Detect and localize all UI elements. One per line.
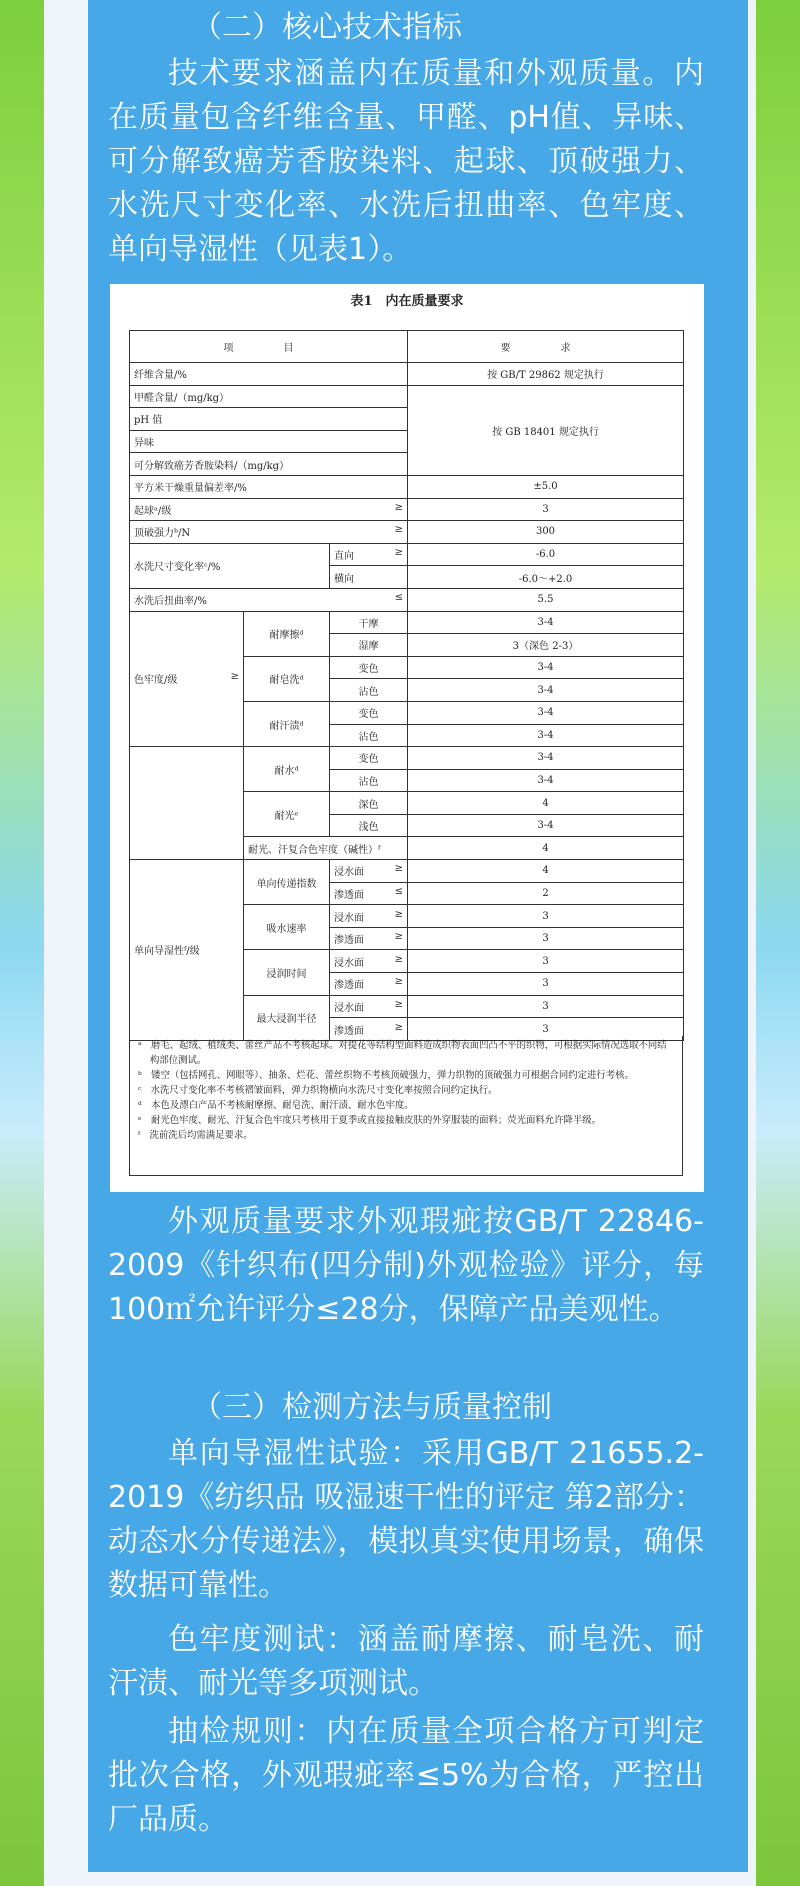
appearance-quality-paragraph: 外观质量要求外观瑕疵按GB/T 22846-2009《针织布(四分制)外观检验》评分，每100㎡允许评分≤28分，保障产品美观性。: [108, 1204, 704, 1327]
section3-heading: （三）检测方法与质量控制: [192, 1390, 552, 1425]
cell-requirement: 5.5: [408, 588, 684, 611]
row-label: 单向导湿性ᶠ/级: [130, 860, 244, 1041]
footnote: ᵈ 本色及漂白产品不考核耐摩擦、耐皂洗、耐汗渍、耐水色牢度。: [138, 1100, 414, 1111]
row-label: [130, 747, 244, 860]
sub-label: 变色: [330, 747, 408, 770]
sub-label: 耐光ᵉ: [244, 792, 330, 837]
sub-label: 渗透面 ≤: [330, 882, 408, 905]
row-label: 甲醛含量/（mg/kg）: [130, 385, 408, 408]
table-row: [130, 747, 684, 770]
row-label: 纤维含量/%: [130, 363, 408, 386]
sub-label: 沾色: [330, 769, 408, 792]
cell-requirement: 3-4: [408, 701, 684, 724]
cell-requirement: 3-4: [408, 656, 684, 679]
table-header-row: [130, 331, 684, 363]
footnote: ᵉ 耐光色牢度、耐光、汗复合色牢度只考核用于夏季或直接接触皮肤的外穿服装的面料；荧光面料允许降半级。: [138, 1115, 602, 1126]
sub-label: 耐水ᵈ: [244, 747, 330, 792]
sub-label: 浸水面 ≥: [330, 950, 408, 973]
sub-label: 渗透面 ≥: [330, 927, 408, 950]
sub-label: 单向传递指数: [244, 860, 330, 905]
sub-label: 渗透面 ≥: [330, 1018, 408, 1041]
sub-label: 耐皂洗ᵈ: [244, 656, 330, 701]
sub-label: 浸水面 ≥: [330, 995, 408, 1018]
col-header-requirement: 要 求: [408, 331, 684, 363]
table-row: [130, 543, 684, 566]
cell-requirement: 2: [408, 882, 684, 905]
sub-label: 耐汗渍ᵈ: [244, 701, 330, 746]
cell-requirement: 4: [408, 837, 684, 860]
col-header-item: 项 目: [130, 331, 408, 363]
cell-requirement: 3-4: [408, 814, 684, 837]
footnote: ᶠ 洗前洗后均需满足要求。: [138, 1130, 253, 1141]
sub-label: 横向: [330, 566, 408, 589]
row-label: 可分解致癌芳香胺染料/（mg/kg）: [130, 453, 408, 476]
sub-label: 浅色: [330, 814, 408, 837]
sub-label: 耐光、汗复合色牢度（碱性）ᶠ: [244, 837, 408, 860]
cell-requirement: 300: [408, 521, 684, 544]
cell-requirement: 3: [408, 927, 684, 950]
cell-requirement: 3: [408, 950, 684, 973]
sub-label: 深色: [330, 792, 408, 815]
cell-requirement: -6.0～+2.0: [408, 566, 684, 589]
sub-label: 变色: [330, 656, 408, 679]
table-row: [130, 588, 684, 611]
sub-label: 耐摩擦ᵈ: [244, 611, 330, 656]
moisture-test-paragraph: 单向导湿性试验：采用GB/T 21655.2-2019《纺织品 吸湿速干性的评定 第2部分：动态水分传递法》，模拟真实使用场景，确保数据可靠性。: [108, 1436, 704, 1603]
sub-label: 吸水速率: [244, 905, 330, 950]
cell-requirement: 按 GB/T 29862 规定执行: [408, 363, 684, 386]
row-label: 平方米干燥重量偏差率/%: [130, 475, 408, 498]
footnote: ᶜ 水洗尺寸变化率不考核褶皱面料，弹力织物横向水洗尺寸变化率按照合同约定执行。: [138, 1085, 498, 1096]
table-row: [130, 611, 684, 634]
footnote: ᵃ 磨毛、起绒、植绒类、蕾丝产品不考核起球。对提花等结构型面料造成织物表面凹凸不平的织物，可根据实际情况选取不同结构部位测试。: [138, 1040, 667, 1066]
sub-label: 直向 ≥: [330, 543, 408, 566]
cell-requirement: 3-4: [408, 679, 684, 702]
cell-requirement: 4: [408, 792, 684, 815]
sub-label: 浸水面 ≥: [330, 860, 408, 883]
table-row: [130, 521, 684, 544]
cell-requirement: 3（深色 2-3）: [408, 634, 684, 657]
table-row: [130, 385, 684, 408]
section2-heading: （二）核心技术指标: [192, 10, 462, 45]
cell-requirement: 3-4: [408, 724, 684, 747]
color-fastness-paragraph: 色牢度测试：涵盖耐摩擦、耐皂洗、耐汗渍、耐光等多项测试。: [108, 1622, 704, 1701]
sub-label: 渗透面 ≥: [330, 973, 408, 996]
row-label: 起球ᵃ/级 ≥: [130, 498, 408, 521]
quality-table: [129, 330, 684, 1041]
cell-requirement: 3-4: [408, 769, 684, 792]
sub-label: 湿摩: [330, 634, 408, 657]
cell-requirement: 3: [408, 973, 684, 996]
cell-requirement: -6.0: [408, 543, 684, 566]
row-label: 异味: [130, 430, 408, 453]
cell-requirement: 4: [408, 860, 684, 883]
table-row: [130, 860, 684, 883]
cell-requirement: ±5.0: [408, 475, 684, 498]
sub-label: 最大浸润半径: [244, 995, 330, 1040]
sub-label: 干摩: [330, 611, 408, 634]
sub-label: 浸润时间: [244, 950, 330, 995]
cell-requirement: 3-4: [408, 747, 684, 770]
table-footnotes: [129, 1036, 683, 1176]
cell-requirement: 3: [408, 995, 684, 1018]
row-label: pH 值: [130, 408, 408, 431]
footnote: ᵇ 镂空（包括网孔、网眼等）、抽条、烂花、蕾丝织物不考核顶破强力，弹力织物的顶破强力可根据合同约定进行考核。: [138, 1070, 634, 1081]
sampling-rule-paragraph: 抽检规则：内在质量全项合格方可判定批次合格，外观瑕疵率≤5%为合格，严控出厂品质。: [108, 1714, 704, 1837]
cell-requirement: 3: [408, 1018, 684, 1041]
cell-requirement: 3-4: [408, 611, 684, 634]
sub-label: 变色: [330, 701, 408, 724]
tech-requirements-paragraph: 技术要求涵盖内在质量和外观质量。内在质量包含纤维含量、甲醛、pH值、异味、可分解致癌芳香胺染料、起球、顶破强力、水洗尺寸变化率、水洗后扭曲率、色牢度、单向导湿性（见表1）。: [108, 56, 704, 267]
row-label: 顶破强力ᵇ/N ≥: [130, 521, 408, 544]
row-label: 水洗后扭曲率/% ≤: [130, 588, 408, 611]
table-row: [130, 363, 684, 386]
row-label: 色牢度/级 ≥: [130, 611, 244, 747]
table-title: 表1 内在质量要求: [350, 294, 464, 309]
sub-label: 浸水面 ≥: [330, 905, 408, 928]
sub-label: 沾色: [330, 679, 408, 702]
sub-label: 沾色: [330, 724, 408, 747]
table-row: [130, 498, 684, 521]
cell-requirement: 3: [408, 905, 684, 928]
cell-requirement: 按 GB 18401 规定执行: [408, 385, 684, 475]
table-row: [130, 475, 684, 498]
quality-table-figure: [110, 284, 704, 1192]
cell-requirement: 3: [408, 498, 684, 521]
row-label: 水洗尺寸变化率ᶜ/%: [130, 543, 330, 588]
